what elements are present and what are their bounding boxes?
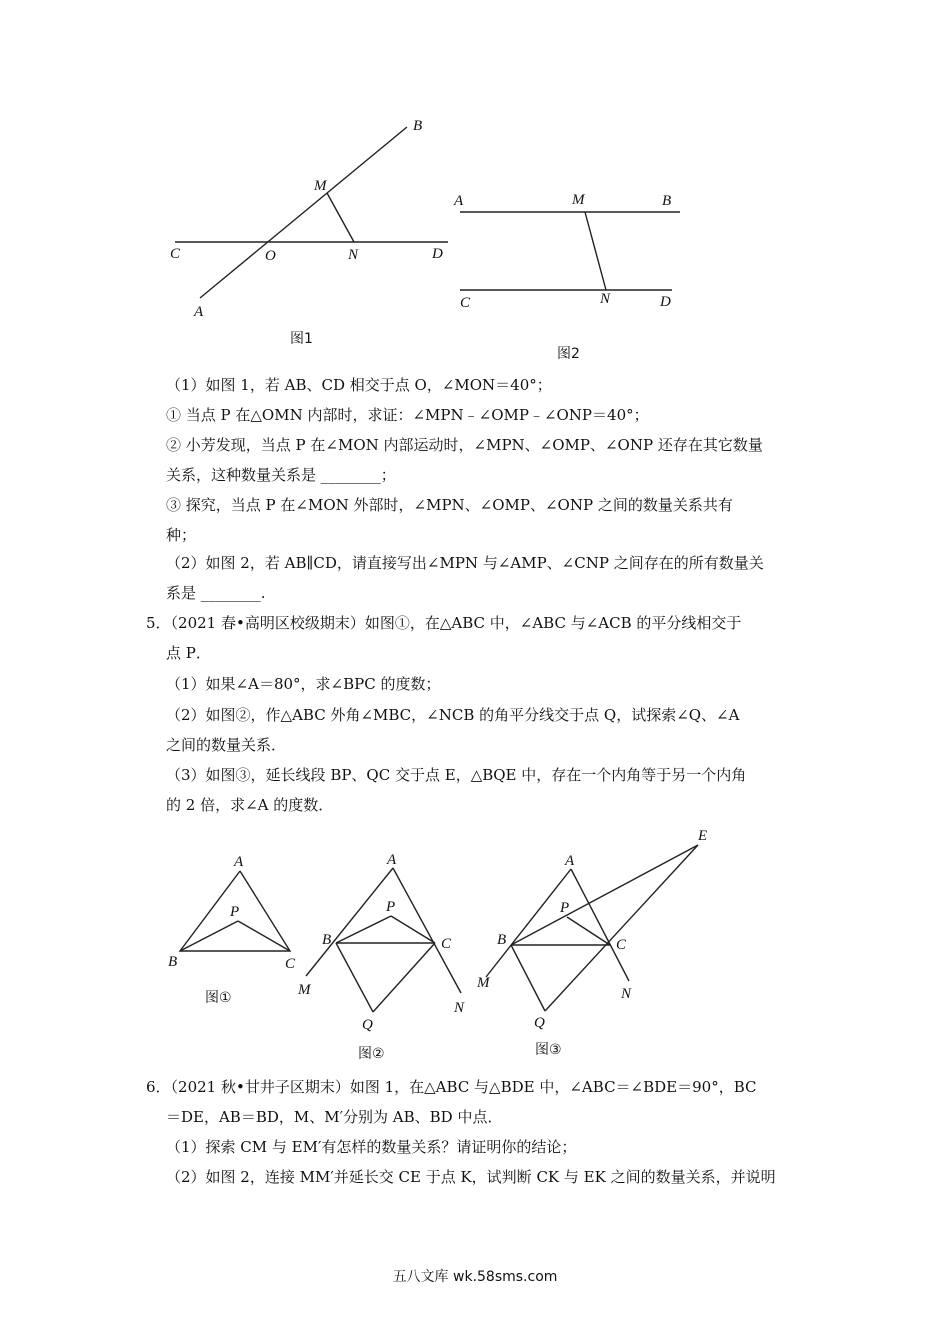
q6-line-3: （1）探索 CM 与 EM′有怎样的数量关系？请证明你的结论； — [166, 1138, 577, 1156]
q5-line-1: 5．（2021 春•高明区校级期末）如图①，在△ABC 中，∠ABC 与∠ACB 的平分线相交于 — [146, 614, 742, 632]
label-M: M — [314, 178, 327, 194]
label-P: P — [386, 899, 396, 915]
q5-line-5: 之间的数量关系． — [166, 736, 287, 754]
label-B: B — [662, 193, 672, 209]
figure-circle-2 — [297, 852, 465, 1062]
label-A: A — [387, 852, 397, 868]
label-C: C — [441, 936, 452, 952]
label-N: N — [621, 986, 632, 1002]
q5-line-2: 点 P． — [166, 644, 211, 662]
q4-line-1: （1）如图 1，若 AB、CD 相交于点 O，∠MON＝40°； — [166, 376, 552, 394]
label-Q: Q — [534, 1015, 545, 1031]
q4-line-3: ② 小芳发现，当点 P 在∠MON 内部运动时，∠MPN、∠OMP、∠ONP 还存在其它数量 — [166, 436, 763, 454]
figure-circle-1-caption: 图① — [205, 990, 232, 1006]
line-AN — [393, 868, 461, 993]
figure-2-caption: 图2 — [557, 346, 580, 362]
label-M: M — [477, 975, 490, 991]
q5-line-6: （3）如图③，延长线段 BP、QC 交于点 E，△BQE 中，存在一个内角等于另一个内角 — [166, 766, 747, 784]
q5-line-7: 的 2 倍，求∠A 的度数． — [166, 796, 334, 814]
q4-line-4: 关系，这种数量关系是 ________； — [166, 466, 396, 484]
label-B: B — [497, 932, 507, 948]
label-Q: Q — [362, 1017, 373, 1033]
segment-PC — [391, 916, 435, 943]
label-B: B — [322, 932, 332, 948]
figure-circle-3-caption: 图③ — [535, 1042, 562, 1058]
figure-circle-1 — [168, 854, 296, 1006]
label-N: N — [348, 247, 359, 263]
label-D: D — [660, 294, 671, 310]
q4-line-6: 种； — [166, 526, 197, 544]
label-C: C — [460, 295, 471, 311]
label-P: P — [560, 900, 570, 916]
q5-line-3: （1）如果∠A＝80°，求∠BPC 的度数； — [166, 675, 441, 693]
q4-line-5: ③ 探究，当点 P 在∠MON 外部时，∠MPN、∠OMP、∠ONP 之间的数量关系共有 — [166, 496, 733, 514]
segment-CQ — [373, 943, 435, 1012]
label-B: B — [168, 954, 178, 970]
label-A: A — [194, 304, 204, 320]
segment-BP — [180, 921, 238, 951]
segment-BQ — [511, 945, 545, 1011]
label-C: C — [616, 937, 627, 953]
label-O: O — [265, 248, 276, 264]
label-B: B — [413, 118, 423, 134]
label-D: D — [432, 246, 443, 262]
line-AM — [486, 869, 571, 977]
label-N: N — [454, 1000, 465, 1016]
footer-watermark: 五八文库 wk.58sms.com — [392, 1269, 558, 1285]
q4-line-2: ① 当点 P 在△OMN 内部时，求证：∠MPN﹣∠OMP﹣∠ONP＝40°； — [166, 406, 649, 424]
label-E: E — [698, 828, 708, 844]
segment-BQ — [336, 943, 373, 1012]
q6-line-4: （2）如图 2，连接 MM′并延长交 CE 于点 K，试判断 CK 与 EK 之间的数量关系，并说明 — [166, 1168, 776, 1186]
label-A: A — [565, 853, 575, 869]
figure-circle-3 — [476, 828, 707, 1058]
label-A: A — [454, 193, 464, 209]
q4-line-7: （2）如图 2，若 AB∥CD，请直接写出∠MPN 与∠AMP、∠CNP 之间存在的所有数量关 — [166, 554, 764, 572]
q6-line-1: 6．（2021 秋•甘井子区期末）如图 1，在△ABC 与△BDE 中，∠ABC＝∠BDE＝90°，BC — [146, 1078, 757, 1096]
label-C: C — [285, 956, 296, 972]
q5-line-4: （2）如图②，作△ABC 外角∠MBC，∠NCB 的角平分线交于点 Q，试探索∠Q、∠A — [166, 706, 740, 724]
label-M: M — [572, 192, 585, 208]
segment-PC — [238, 921, 290, 951]
label-A: A — [234, 854, 244, 870]
figure-circle-2-caption: 图② — [358, 1046, 385, 1062]
label-C: C — [170, 246, 181, 262]
label-M: M — [298, 982, 311, 998]
figure-1-caption: 图1 — [290, 331, 313, 347]
q6-line-2: ＝DE，AB＝BD，M、M′分别为 AB、BD 中点． — [166, 1108, 503, 1126]
label-N: N — [600, 291, 611, 307]
q4-line-8: 系是 ________. — [166, 584, 266, 602]
line-BE — [511, 845, 698, 945]
label-P: P — [230, 904, 240, 920]
